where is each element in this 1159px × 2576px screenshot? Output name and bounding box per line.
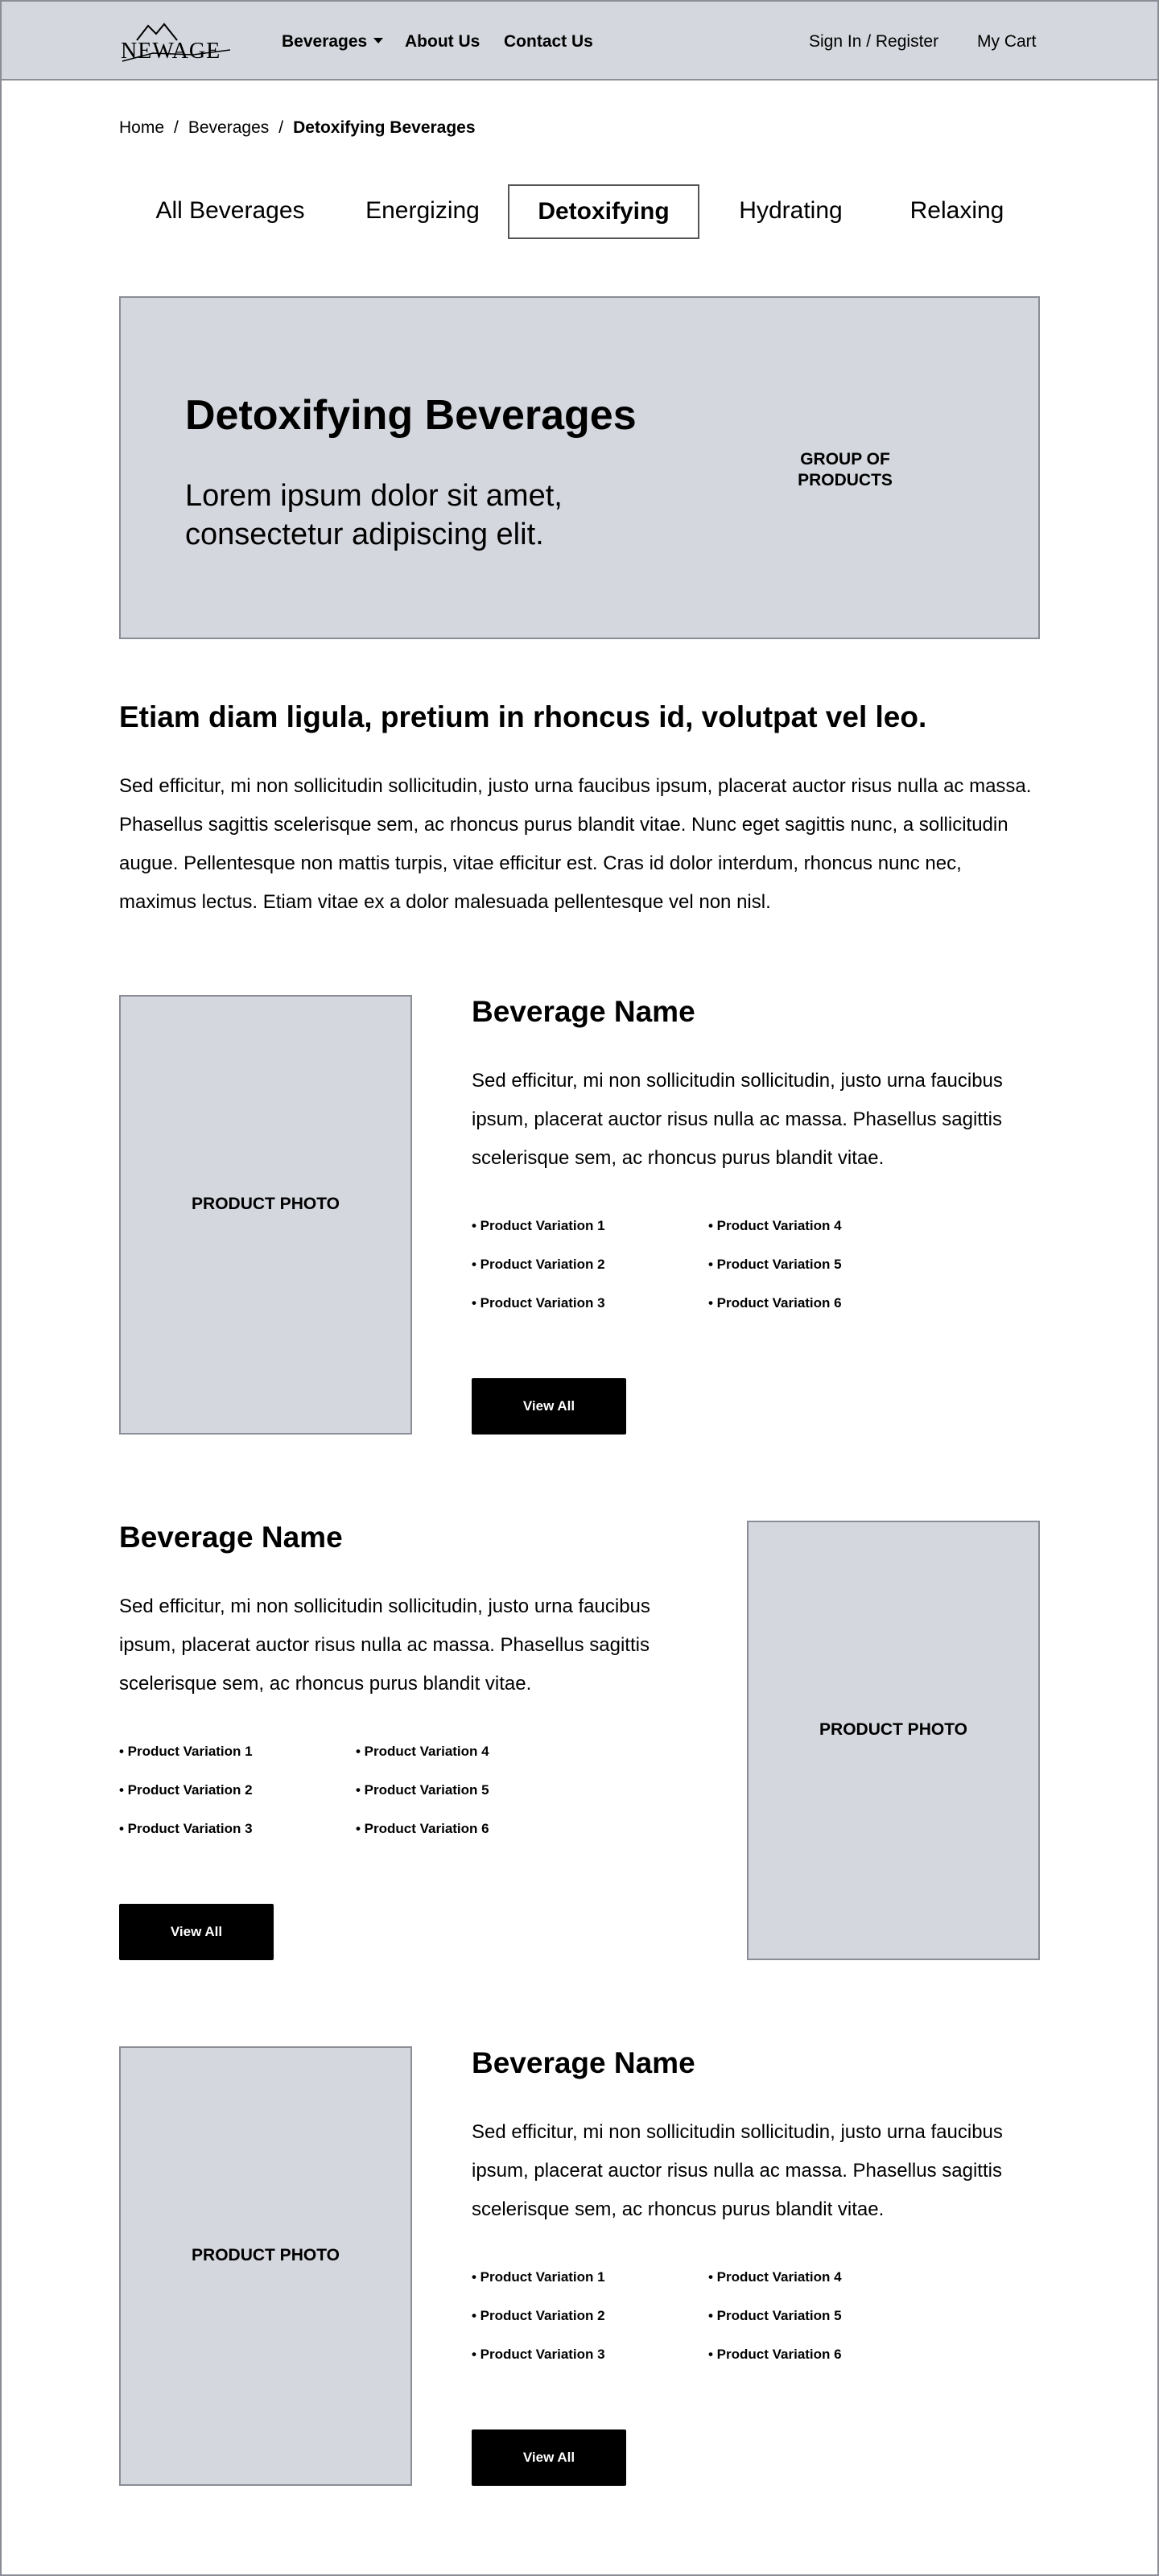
breadcrumb-beverages[interactable]: Beverages [188, 118, 270, 137]
variation-link[interactable]: • Product Variation 1 [472, 2269, 605, 2285]
product-variations [472, 1217, 955, 1338]
logo[interactable] [121, 21, 233, 63]
product-card [472, 2045, 1035, 2486]
intro-title: Etiam diam ligula, pretium in rhoncus id, volutpat vel leo. [119, 700, 927, 733]
variation-link[interactable]: • Product Variation 6 [356, 1821, 489, 1836]
variation-link[interactable]: • Product Variation 4 [708, 1218, 842, 1233]
nav-contact-us[interactable]: Contact Us [504, 32, 593, 51]
breadcrumb-separator: / [278, 118, 284, 137]
product-photo [119, 995, 412, 1435]
hero-title: Detoxifying Beverages [185, 392, 637, 439]
cart-link[interactable]: My Cart [977, 32, 1037, 51]
group-of-products-image: GROUP OF PRODUCTS [798, 450, 893, 489]
tab-hydrating[interactable]: Hydrating [739, 197, 843, 224]
variation-link[interactable]: • Product Variation 3 [472, 1295, 605, 1311]
variation-link[interactable]: • Product Variation 5 [708, 2308, 842, 2323]
variation-link[interactable]: • Product Variation 3 [119, 1821, 253, 1836]
chevron-down-icon [373, 38, 383, 43]
product-photo [119, 2046, 412, 2486]
view-all-button[interactable]: View All [472, 1378, 626, 1435]
sign-in-link[interactable]: Sign In / Register [809, 32, 939, 51]
variation-link[interactable]: • Product Variation 1 [472, 1218, 605, 1233]
hero-banner [119, 296, 1040, 639]
logo-mountain-icon [121, 21, 233, 63]
variation-link[interactable]: • Product Variation 5 [356, 1782, 489, 1798]
variation-link[interactable]: • Product Variation 6 [708, 1295, 842, 1311]
tab-energizing[interactable]: Energizing [365, 197, 480, 224]
product-description: Sed efficitur, mi non sollicitudin sollicitudin, justo urna faucibus ipsum, placerat auctor risus nulla ac massa. Phasellus sagittis scelerisque sem, ac rhoncus purus blandit vitae. [472, 2121, 1003, 2220]
logo-text: NEWAGE [121, 39, 221, 63]
product-photo-label: PRODUCT PHOTO [192, 2246, 340, 2264]
hero-subtitle: Lorem ipsum dolor sit amet, consectetur adipiscing elit. [185, 479, 563, 551]
variation-link[interactable]: • Product Variation 5 [708, 1257, 842, 1272]
product-name: Beverage Name [472, 2046, 695, 2079]
breadcrumb-separator: / [174, 118, 179, 137]
site-header [0, 0, 1159, 80]
variation-link[interactable]: • Product Variation 4 [356, 1744, 489, 1759]
variation-link[interactable]: • Product Variation 2 [472, 2308, 605, 2323]
breadcrumb [119, 117, 476, 139]
product-card [119, 1519, 683, 1960]
product-photo-label: PRODUCT PHOTO [819, 1720, 967, 1739]
variation-link[interactable]: • Product Variation 4 [708, 2269, 842, 2285]
nav-beverages-label: Beverages [282, 32, 368, 51]
view-all-button[interactable]: View All [472, 2429, 626, 2486]
product-name: Beverage Name [472, 995, 695, 1028]
tab-all-beverages[interactable]: All Beverages [155, 197, 305, 224]
product-card [472, 993, 1035, 1435]
variation-link[interactable]: • Product Variation 2 [119, 1782, 253, 1798]
nav-about-us[interactable]: About Us [405, 32, 481, 51]
product-name: Beverage Name [119, 1521, 343, 1554]
product-variations [472, 2268, 955, 2389]
product-variations [119, 1743, 602, 1864]
product-description: Sed efficitur, mi non sollicitudin sollicitudin, justo urna faucibus ipsum, placerat auctor risus nulla ac massa. Phasellus sagittis scelerisque sem, ac rhoncus purus blandit vitae. [472, 1070, 1003, 1169]
variation-link[interactable]: • Product Variation 6 [708, 2347, 842, 2362]
variation-link[interactable]: • Product Variation 1 [119, 1744, 253, 1759]
product-photo-label: PRODUCT PHOTO [192, 1195, 340, 1213]
breadcrumb-current: Detoxifying Beverages [293, 118, 476, 137]
product-photo [747, 1521, 1040, 1960]
breadcrumb-home[interactable]: Home [119, 118, 165, 137]
nav-beverages[interactable] [282, 31, 383, 52]
product-description: Sed efficitur, mi non sollicitudin sollicitudin, justo urna faucibus ipsum, placerat auctor risus nulla ac massa. Phasellus sagittis scelerisque sem, ac rhoncus purus blandit vitae. [119, 1596, 650, 1695]
tab-detoxifying[interactable]: Detoxifying [508, 184, 699, 239]
view-all-button[interactable]: View All [119, 1904, 274, 1960]
variation-link[interactable]: • Product Variation 2 [472, 1257, 605, 1272]
variation-link[interactable]: • Product Variation 3 [472, 2347, 605, 2362]
tab-relaxing[interactable]: Relaxing [909, 197, 1004, 224]
intro-body: Sed efficitur, mi non sollicitudin sollicitudin, justo urna faucibus ipsum, placerat auctor risus nulla ac massa. Phasellus sagittis scelerisque sem, ac rhoncus purus blandit vitae. Nunc eget sagittis nunc, a sollicitudin augue. Pellentesque non mattis turpis, vitae efficitur est. Cras id dolor interdum, rhoncus nunc nec, maximus lectus. Etiam vitae ex a dolor malesuada pellentesque vel non nisl. [119, 775, 1032, 913]
